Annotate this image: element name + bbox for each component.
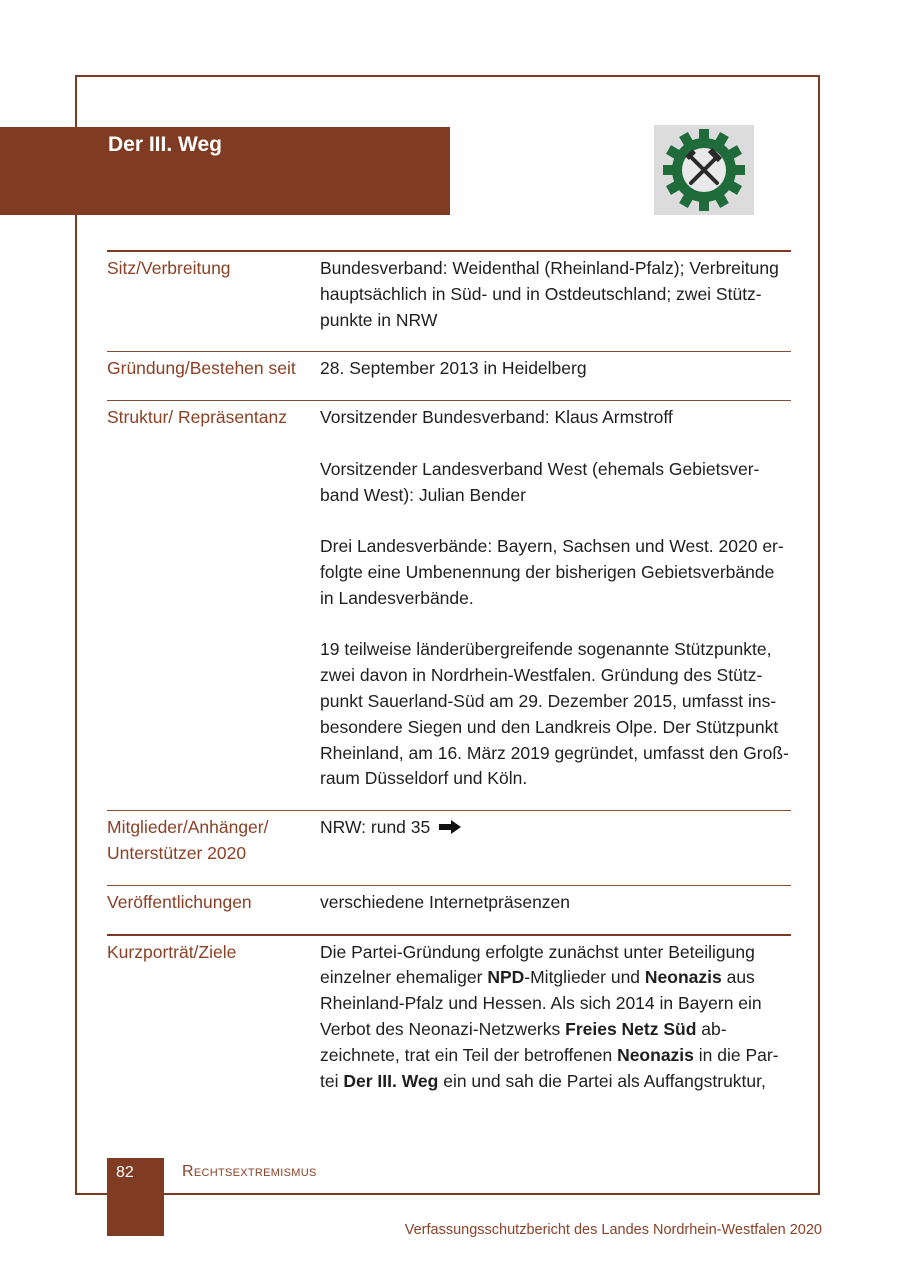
page-number: 82 xyxy=(116,1164,134,1181)
page-title: Der III. Weg xyxy=(108,133,222,156)
row-sitz xyxy=(107,250,791,351)
row-label: Veröffentlichungen xyxy=(107,891,252,912)
row-content xyxy=(320,256,791,333)
bold-term: Freies Netz Süd xyxy=(565,1018,697,1039)
section-label: Rechtsextremismus xyxy=(182,1163,317,1180)
row-gruendung xyxy=(107,351,791,400)
row-content xyxy=(320,890,791,916)
row-label: Kurzporträt/Ziele xyxy=(107,941,237,962)
row-paragraph: 19 teilweise länderübergreifende sogenannte Stützpunkte, zwei davon in Nordrhein-Westfalen. Gründung des Stütz-punkt Sauerland-Süd am 29. Dezember 2015, umfasst ins-besondere Siegen und den Landkreis Olpe. Der Stützpunkt Rheinland, am 16. März 2019 gegründet, umfasst den Groß-raum Düsseldorf und Köln. xyxy=(320,639,789,789)
row-veroeffentlichungen xyxy=(107,885,791,934)
gear-hammer-logo-icon xyxy=(654,125,754,215)
row-text xyxy=(320,940,791,1095)
row-label: Gründung/Bestehen seit xyxy=(107,358,296,379)
row-content xyxy=(320,815,791,867)
row-content xyxy=(320,356,791,382)
text-segment: aus Rheinland-Pfalz und Hessen. Als sich 2014 in Bayern ein Verbot des Neonazi-Netzwerks xyxy=(320,967,762,1039)
row-text: NRW: rund 35 xyxy=(320,817,431,838)
text-segment: in die Par-tei xyxy=(320,1044,779,1091)
row-paragraph: Vorsitzender Landesverband West (ehemals Gebietsver-band West): Julian Bender xyxy=(320,458,760,505)
row-mitglieder xyxy=(107,810,791,885)
row-text: 28. September 2013 in Heidelberg xyxy=(320,358,587,379)
row-kurzportraet xyxy=(107,934,791,1113)
text-segment: Die Partei-Gründung erfolgte zunächst unter Beteiligung einzelner ehemaliger xyxy=(320,941,755,988)
row-label: Sitz/Verbreitung xyxy=(107,258,231,278)
bold-term: Neonazis xyxy=(617,1044,694,1065)
row-struktur xyxy=(107,400,791,810)
party-logo xyxy=(654,125,754,215)
text-segment: ab-zeichnete, trat ein Teil der betroffenen xyxy=(320,1018,727,1065)
text-segment: -Mitglieder und xyxy=(524,967,645,988)
text-segment: ein und sah die Partei als Auffangstruktur, xyxy=(438,1070,766,1091)
bold-term: Neonazis xyxy=(644,967,722,988)
fact-table xyxy=(107,250,791,1112)
bold-term: Der III. Weg xyxy=(343,1070,439,1091)
row-label: Mitglieder/Anhänger/ Unterstützer 2020 xyxy=(107,817,269,863)
bold-term: NPD xyxy=(487,967,525,988)
row-content xyxy=(320,940,791,1095)
row-paragraph: Drei Landesverbände: Bayern, Sachsen und West. 2020 er-folgte eine Umbenennung der bisherigen Gebietsverbände in Landesverbände. xyxy=(320,536,784,608)
row-text: Bundesverband: Weidenthal (Rheinland-Pfalz); Verbreitung hauptsächlich in Süd- und in Ostdeutschland; zwei Stütz-punkte in NRW xyxy=(320,258,779,330)
row-content xyxy=(320,405,791,792)
row-text: verschiedene Internetpräsenzen xyxy=(320,891,571,912)
row-paragraph: Vorsitzender Bundesverband: Klaus Armstroff xyxy=(320,407,673,428)
row-label: Struktur/ Repräsentanz xyxy=(107,407,287,428)
publication-footer: Verfassungsschutzbericht des Landes Nordrhein-Westfalen 2020 xyxy=(404,1222,822,1238)
title-band xyxy=(0,127,450,215)
arrow-right-icon xyxy=(439,820,461,834)
